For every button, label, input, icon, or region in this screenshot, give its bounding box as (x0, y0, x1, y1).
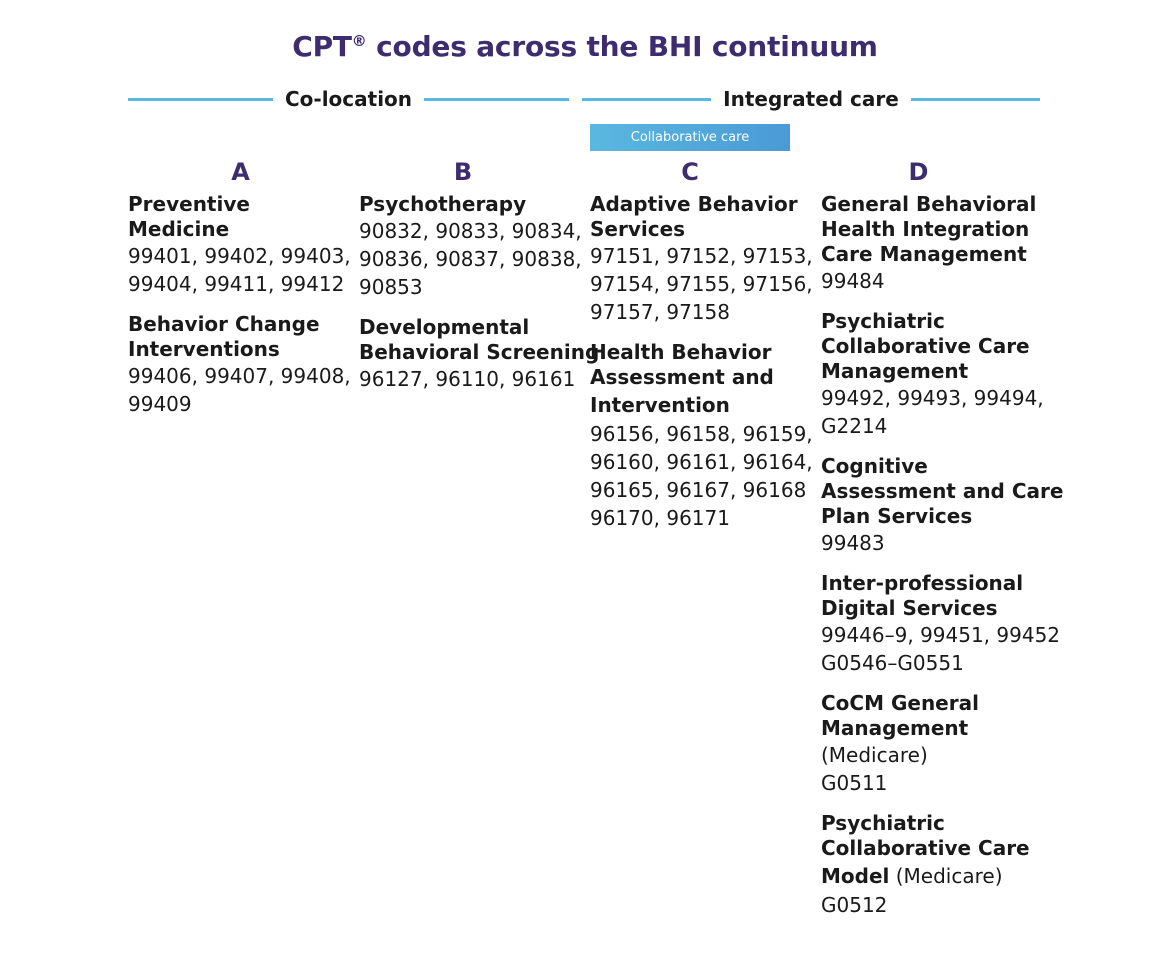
divider-line (128, 98, 273, 101)
entry-codes: 99404, 99411, 99412 (128, 272, 345, 296)
entry-heading: Plan Services (821, 504, 973, 528)
entry-heading: Behavioral Screening (359, 340, 600, 364)
column-letter-a: A (231, 158, 250, 186)
entry-heading: Inter-professional (821, 571, 1024, 595)
entry-heading: Intervention (590, 393, 730, 417)
collaborative-care-badge: Collaborative care (590, 124, 790, 151)
entry-heading: Management (821, 359, 969, 383)
entry-codes: G0512 (821, 893, 888, 917)
entry-heading: Behavior Change (128, 312, 320, 336)
entry-codes: 96170, 96171 (590, 506, 730, 530)
entry-codes: 99401, 99402, 99403, (128, 244, 351, 268)
entry-codes: 96156, 96158, 96159, (590, 422, 813, 446)
entry-codes: 99406, 99407, 99408, (128, 364, 351, 388)
entry-heading: Psychiatric (821, 811, 945, 835)
entry-codes: 96160, 96161, 96164, (590, 450, 813, 474)
entry-codes: 99484 (821, 269, 885, 293)
entry (821, 192, 1061, 295)
entry-heading: Preventive Medicine (128, 192, 250, 241)
entry (821, 571, 1061, 677)
entry-heading: Management (821, 716, 969, 740)
entry-heading: General Behavioral (821, 192, 1037, 216)
entry-codes: 97151, 97152, 97153, (590, 244, 813, 268)
column-letter-d: D (908, 158, 929, 186)
page-title (0, 30, 1170, 63)
entry-codes: 99446–9, 99451, 99452 (821, 623, 1061, 647)
entry-heading: Psychotherapy (359, 192, 527, 216)
entry-heading: Interventions (128, 337, 280, 361)
entry-heading: Collaborative Care (821, 334, 1030, 358)
entry-codes: G2214 (821, 414, 888, 438)
entry (821, 691, 1061, 797)
title-suffix: codes across the BHI continuum (366, 30, 878, 63)
entry-codes: 90853 (359, 275, 423, 299)
entry-heading-last: Model (821, 864, 890, 888)
entry-codes: 90836, 90837, 90838, (359, 247, 582, 271)
entry-heading: Health Integration (821, 217, 1030, 241)
entry-heading: Collaborative Care (821, 836, 1030, 860)
entry-codes: G0511 (821, 771, 888, 795)
section-integrated (582, 86, 1040, 112)
entry-codes: 96127, 96110, 96161 (359, 367, 576, 391)
column-letter-b: B (453, 158, 473, 186)
entry (821, 811, 1061, 919)
entry (128, 312, 353, 418)
entry-codes: G0546–G0551 (821, 651, 964, 675)
entry-heading: Health Behavior (590, 340, 772, 364)
entry (359, 315, 600, 393)
entry-heading: Assessment and (590, 365, 774, 389)
entry-codes: 90832, 90833, 90834, (359, 219, 582, 243)
entry-codes: 99483 (821, 531, 885, 555)
section-label-integrated: Integrated care (723, 87, 899, 111)
entry (128, 192, 353, 298)
entry-heading: Cognitive (821, 454, 928, 478)
entry-heading: Adaptive Behavior (590, 192, 798, 216)
entry-note: (Medicare) (821, 743, 928, 767)
entry-heading: CoCM General (821, 691, 979, 715)
entry-heading: Services (590, 217, 686, 241)
entry (821, 454, 1064, 557)
entry-heading-with-note (821, 861, 1061, 891)
divider-line (582, 98, 711, 101)
title-prefix: CPT (292, 30, 352, 63)
entry-inline-note: (Medicare) (889, 864, 1003, 888)
entry-heading: Psychiatric (821, 309, 945, 333)
entry-codes: 96165, 96167, 96168 (590, 478, 807, 502)
divider-line (424, 98, 569, 101)
divider-line (911, 98, 1040, 101)
column-letter-c: C (681, 158, 699, 186)
section-label-colocation: Co-location (284, 87, 413, 111)
entry-heading: Care Management (821, 242, 1027, 266)
entry-heading: Digital Services (821, 596, 998, 620)
registered-mark: ® (351, 32, 367, 50)
entry-heading: Developmental (359, 315, 530, 339)
entry (590, 340, 815, 532)
section-colocation (128, 86, 569, 112)
entry (821, 309, 1061, 440)
entry (359, 192, 584, 301)
entry-codes: 99409 (128, 392, 192, 416)
entry-codes: 97157, 97158 (590, 300, 730, 324)
entry-codes: 99492, 99493, 99494, (821, 386, 1044, 410)
entry-codes: 97154, 97155, 97156, (590, 272, 813, 296)
entry (590, 192, 815, 326)
entry-heading: Assessment and Care (821, 479, 1064, 503)
